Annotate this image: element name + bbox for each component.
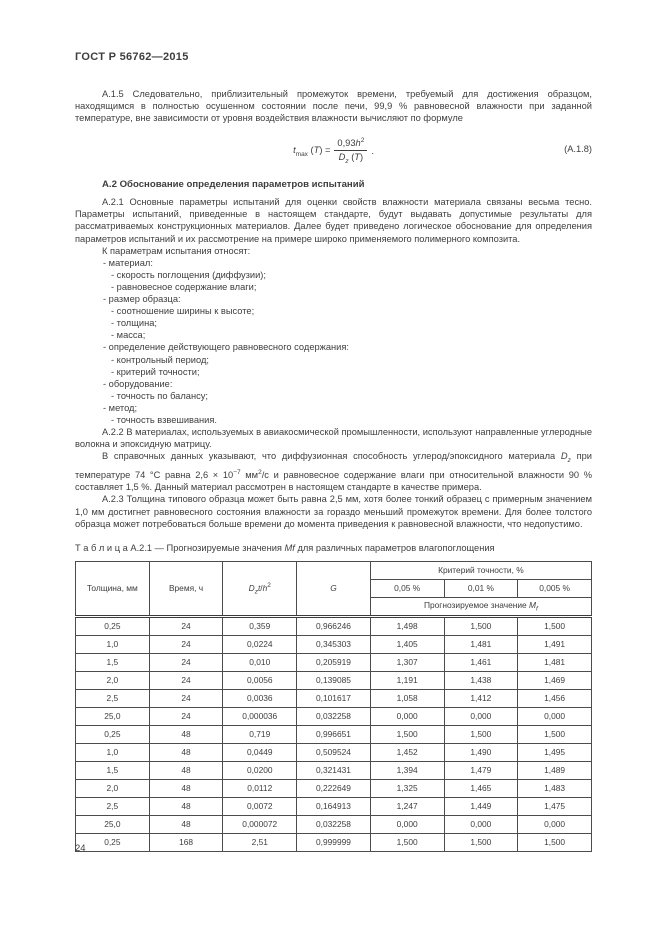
table-cell: 0,032258 [297, 815, 371, 833]
table-cell: 1,483 [518, 779, 592, 797]
paragraph-a22b: В справочных данных указывают, что диффузионная способность углерод/эпоксидного материала $D_z$ при температуре 74 °С равна $2,6 \times 10^{-7}$ $мм^2/с$ и равновесное содержание влаги при относительной влажности 90 % составляет 1,5 %. Данный материал рассмотрен в настоящем стандарте в качестве примера. [75, 451, 593, 493]
param-list-item: - толщина; [111, 318, 157, 329]
table-cell: 48 [149, 797, 223, 815]
col-header-predicted-value: Прогнозируемое значение $M_f$ [370, 597, 591, 616]
table-cell: 1,0 [76, 635, 150, 653]
table-cell: 0,0449 [223, 743, 297, 761]
param-list-item: - размер образца: [103, 294, 181, 305]
table-cell: 0,25 [76, 725, 150, 743]
table-cell: 1,489 [518, 761, 592, 779]
param-list-item: - соотношение ширины к высоте; [111, 306, 255, 317]
table-cell: 1,461 [444, 653, 518, 671]
section-heading-a2: А.2 Обоснование определения параметров испытаний [102, 179, 365, 191]
table-cell: 2,5 [76, 797, 150, 815]
table-cell: 25,0 [76, 707, 150, 725]
table-row [76, 761, 592, 779]
table-cell: 1,490 [444, 743, 518, 761]
table-cell: 0,25 [76, 833, 150, 851]
paragraph-a15: А.1.5 Следовательно, приблизительный промежуток времени, требуемый для достижения образцом, находящимся в полностью осушенном состоянии после печи, 99,9 % равновесной влажности при заданной температуре, вне зависимости от уровня воздействия влажности вычисляют по формуле [75, 89, 592, 124]
formula-period: . [371, 146, 374, 157]
table-cell: 0,996651 [297, 725, 371, 743]
table-cell: 0,000036 [223, 707, 297, 725]
table-cell: 1,465 [444, 779, 518, 797]
table-cell: 0,0036 [223, 689, 297, 707]
param-list-item: - оборудование: [103, 378, 173, 389]
table-cell: 2,51 [223, 833, 297, 851]
standard-number-header: ГОСТ Р 56762—2015 [75, 51, 189, 63]
table-cell: 1,500 [444, 833, 518, 851]
table-cell: 0,000 [444, 815, 518, 833]
table-cell: 1,500 [518, 833, 592, 851]
formula-lhs: $t_{max}$ (T) = [293, 144, 331, 158]
table-cell: 1,479 [444, 761, 518, 779]
formula-denominator: $D_z$ (T) [338, 152, 364, 166]
table-row [76, 779, 592, 797]
table-header [76, 561, 592, 616]
param-list [75, 257, 592, 426]
col-header-time: Время, ч [149, 561, 223, 616]
table-cell: 0,000072 [223, 815, 297, 833]
table-cell: 0,101617 [297, 689, 371, 707]
table-row [76, 743, 592, 761]
param-list-item: - точность по балансу; [111, 390, 208, 401]
table-cell: 0,000 [518, 815, 592, 833]
table-cell: 0,345303 [297, 635, 371, 653]
table-row [76, 725, 592, 743]
param-list-item: - материал: [103, 257, 153, 268]
table-cell: 48 [149, 761, 223, 779]
table-cell: 0,000 [370, 707, 444, 725]
table-cell: 1,438 [444, 671, 518, 689]
table-cell: 0,000 [370, 815, 444, 833]
table-cell: 0,000 [444, 707, 518, 725]
param-list-item: - равновесное содержание влаги; [111, 281, 257, 292]
table-row [76, 653, 592, 671]
param-list-item: - точность взвешивания. [111, 414, 217, 425]
table-a21 [75, 561, 592, 852]
table-cell: 48 [149, 725, 223, 743]
table-cell: 0,0112 [223, 779, 297, 797]
table-cell: 0,999999 [297, 833, 371, 851]
table-cell: 48 [149, 815, 223, 833]
table-cell: 1,500 [518, 616, 592, 635]
table-cell: 1,5 [76, 653, 150, 671]
formula-numerator: $0,93h^2$ [334, 135, 367, 151]
table-cell: 1,495 [518, 743, 592, 761]
formula-block-a18 [75, 133, 592, 169]
table-cell: 1,500 [518, 725, 592, 743]
table-cell: 1,475 [518, 797, 592, 815]
table-cell: 1,247 [370, 797, 444, 815]
table-cell: 0,222649 [297, 779, 371, 797]
col-header-thickness: Толщина, мм [76, 561, 150, 616]
col-header-criterion: Критерий точности, % [370, 561, 591, 579]
table-cell: 1,058 [370, 689, 444, 707]
table-cell: 0,0056 [223, 671, 297, 689]
table-cell: 168 [149, 833, 223, 851]
col-header-g: G [297, 561, 371, 616]
col-header-criterion-0005: 0,005 % [518, 579, 592, 597]
table-cell: 0,0224 [223, 635, 297, 653]
table-cell: 1,394 [370, 761, 444, 779]
table-cell: 1,5 [76, 761, 150, 779]
table-row [76, 833, 592, 851]
table-cell: 0,032258 [297, 707, 371, 725]
param-list-item: - метод; [103, 402, 138, 413]
table-cell: 1,500 [444, 616, 518, 635]
table-cell: 0,359 [223, 616, 297, 635]
table-cell: 0,25 [76, 616, 150, 635]
table-cell: 25,0 [76, 815, 150, 833]
table-row [76, 815, 592, 833]
table-cell: 1,498 [370, 616, 444, 635]
table-cell: 0,205919 [297, 653, 371, 671]
table-cell: 1,456 [518, 689, 592, 707]
param-list-item: - масса; [111, 330, 146, 341]
table-cell: 1,481 [518, 653, 592, 671]
table-cell: 24 [149, 616, 223, 635]
table-cell: 1,469 [518, 671, 592, 689]
table-cell: 1,500 [370, 833, 444, 851]
table-row [76, 707, 592, 725]
param-list-item: - определение действующего равновесного содержания: [103, 342, 349, 353]
table-body [76, 616, 592, 851]
table-row [76, 689, 592, 707]
col-header-criterion-005: 0,05 % [370, 579, 444, 597]
table-row [76, 797, 592, 815]
col-header-dzth: $D_zt/h^2$ [223, 561, 297, 616]
table-cell: 1,191 [370, 671, 444, 689]
table-cell: 48 [149, 743, 223, 761]
paragraph-a21: А.2.1 Основные параметры испытаний для оценки свойств влажности материала связаны весьма тесно. Параметры испытаний, приведенные в настоящем стандарте, будут выдавать допустимые результаты для рассматриваемых конструкционных материалов. Далее будет приведено логическое обоснование для определения параметров испытаний и их рассмотрение на примере широко применяемого полимерного композита. [75, 197, 592, 244]
table-cell: 1,412 [444, 689, 518, 707]
table-row [76, 671, 592, 689]
table-cell: 1,325 [370, 779, 444, 797]
table-cell: 1,449 [444, 797, 518, 815]
table-cell: 1,452 [370, 743, 444, 761]
table-cell: 1,500 [444, 725, 518, 743]
formula-fraction [334, 135, 367, 167]
table-row [76, 635, 592, 653]
paragraph-params-intro: К параметрам испытания относят: [102, 245, 251, 256]
table-cell: 24 [149, 635, 223, 653]
table-cell: 1,500 [370, 725, 444, 743]
table-cell: 0,719 [223, 725, 297, 743]
table-caption: Т а б л и ц а А.2.1 — Прогнозируемые значения Mf для различных параметров влагопоглощения [75, 542, 495, 553]
paragraph-a23: А.2.3 Толщина типового образца может быть равна 2,5 мм, хотя более тонкий образец с примерным значением 1,0 мм достигнет равновесного состояния влажности за гораздо меньший промежуток времени. Для более толстого образца может потребоваться больше времени до момента приведения к равновесной влажности, что недопустимо. [75, 494, 592, 529]
equation-number: (А.1.8) [564, 144, 592, 155]
table-row [76, 616, 592, 635]
table-cell: 2,5 [76, 689, 150, 707]
paragraph-a22: А.2.2 В материалах, используемых в авиакосмической промышленности, используют направленные углеродные волокна и эпоксидную матрицу. [75, 427, 592, 450]
table-cell: 0,0200 [223, 761, 297, 779]
table-cell: 1,481 [444, 635, 518, 653]
table-cell: 48 [149, 779, 223, 797]
param-list-item: - скорость поглощения (диффузии); [111, 269, 266, 280]
table-cell: 1,307 [370, 653, 444, 671]
param-list-item: - контрольный период; [111, 354, 209, 365]
table-cell: 0,321431 [297, 761, 371, 779]
table-cell: 2,0 [76, 671, 150, 689]
table-cell: 0,0072 [223, 797, 297, 815]
table-cell: 24 [149, 707, 223, 725]
table-cell: 0,139085 [297, 671, 371, 689]
table-cell: 1,0 [76, 743, 150, 761]
table-cell: 24 [149, 671, 223, 689]
param-list-item: - критерий точности; [111, 366, 200, 377]
table-cell: 0,509524 [297, 743, 371, 761]
table-cell: 2,0 [76, 779, 150, 797]
table-cell: 0,000 [518, 707, 592, 725]
table-cell: 0,010 [223, 653, 297, 671]
table-cell: 24 [149, 653, 223, 671]
table-cell: 24 [149, 689, 223, 707]
page-number: 24 [75, 843, 86, 854]
table-cell: 1,405 [370, 635, 444, 653]
col-header-criterion-001: 0,01 % [444, 579, 518, 597]
table-cell: 0,164913 [297, 797, 371, 815]
formula-a18 [75, 133, 592, 169]
table-cell: 1,491 [518, 635, 592, 653]
table-cell: 0,966246 [297, 616, 371, 635]
